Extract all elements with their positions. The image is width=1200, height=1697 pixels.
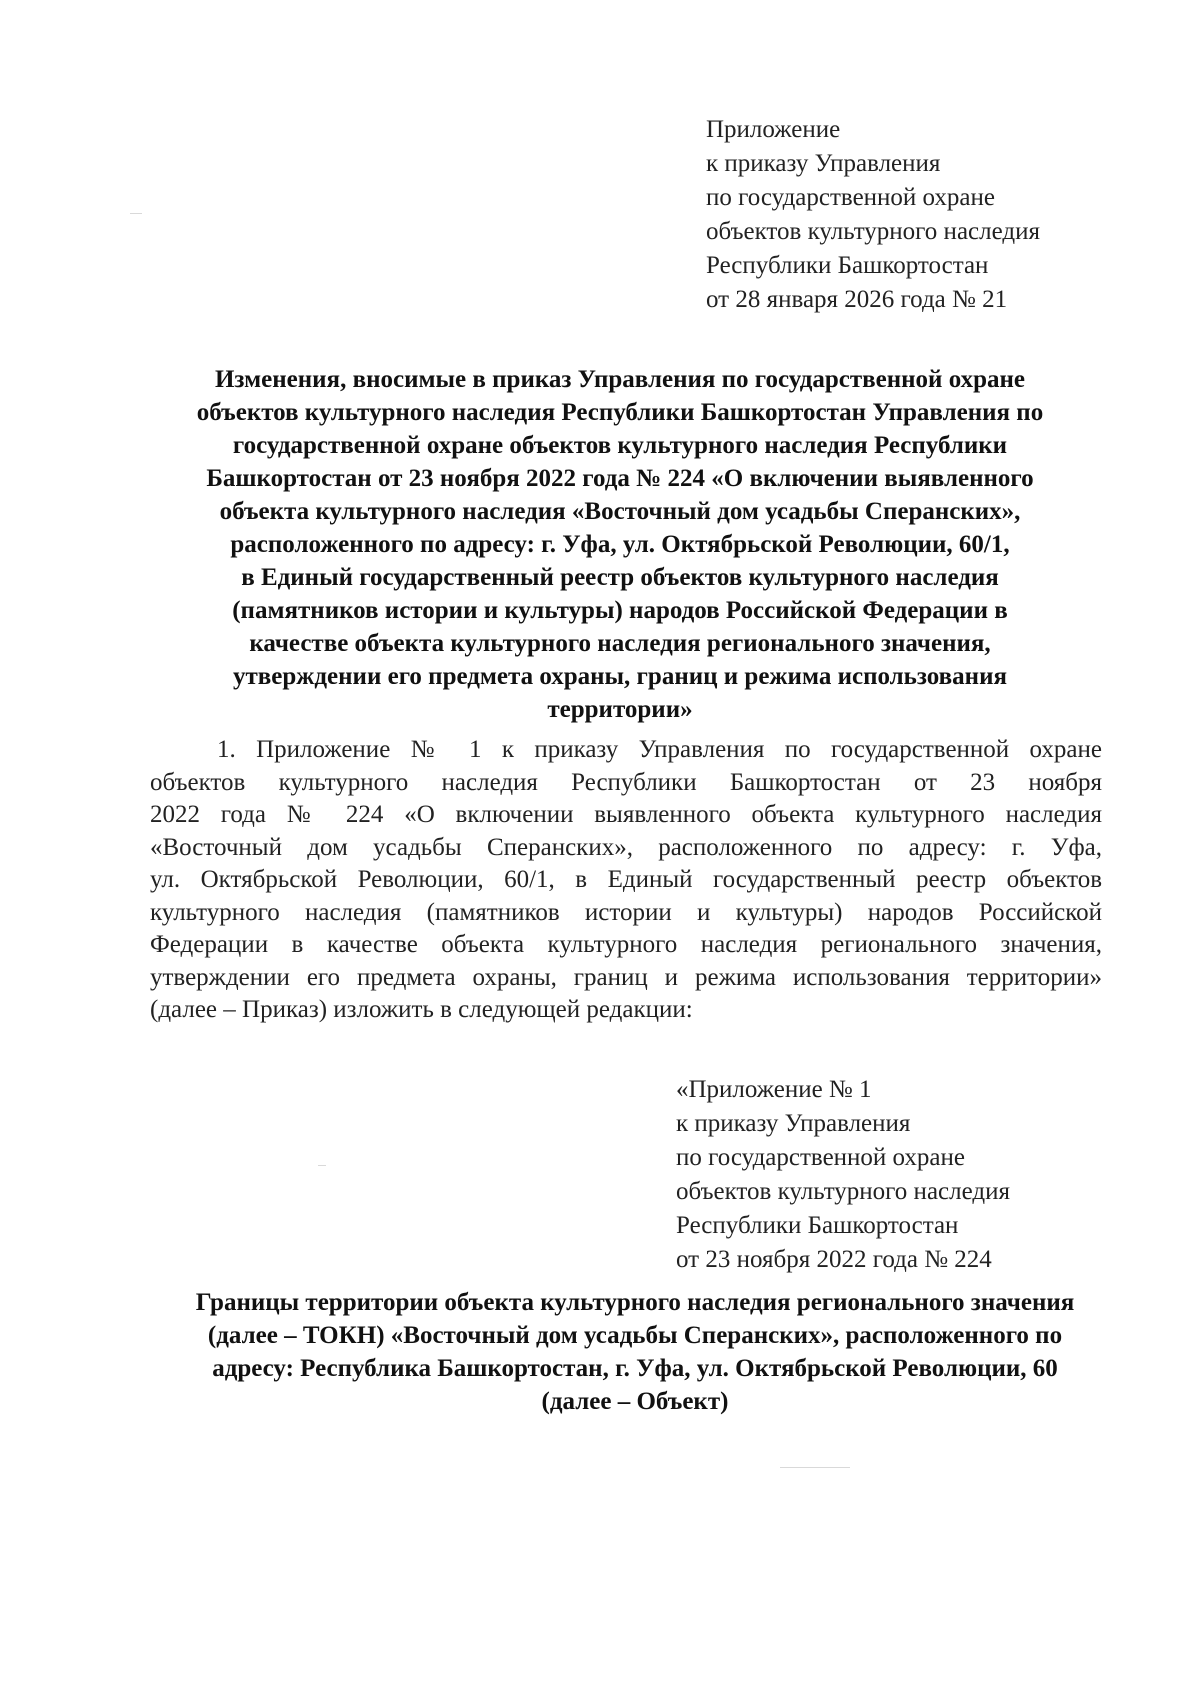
borders-title-line: адресу: Республика Башкортостан, г. Уфа, ул. Октябрьской Революции, 60 xyxy=(212,1355,1058,1382)
changes-title-line: Башкортостан от 23 ноября 2022 года № 224 «О включении выявленного xyxy=(206,465,1034,492)
quoted-appendix-line: к приказу Управления xyxy=(676,1110,911,1137)
paragraph-line: 1. Приложение № 1 к приказу Управления по государственной охране xyxy=(217,736,1102,763)
changes-title-line: в Единый государственный реестр объектов культурного наследия xyxy=(241,564,999,591)
borders-title-line: Границы территории объекта культурного наследия регионального значения xyxy=(195,1289,1075,1316)
paragraph-line: ул. Октябрьской Революции, 60/1, в Единый государственный реестр объектов xyxy=(150,866,1102,893)
changes-title-line: качестве объекта культурного наследия регионального значения, xyxy=(249,630,991,657)
quoted-appendix-line: по государственной охране xyxy=(676,1144,966,1171)
appendix-header-line: к приказу Управления xyxy=(706,150,941,177)
appendix-header-line: объектов культурного наследия xyxy=(706,218,1040,245)
changes-title-line: объекта культурного наследия «Восточный дом усадьбы Сперанских», xyxy=(219,498,1021,525)
scan-speck xyxy=(318,1165,326,1166)
paragraph-line: культурного наследия (памятников истории и культуры) народов Российской xyxy=(150,898,1102,926)
paragraph-line: (далее – Приказ) изложить в следующей редакции: xyxy=(150,996,693,1023)
quoted-appendix-line: Республики Башкортостан xyxy=(676,1212,959,1239)
paragraph-line: 2022 года № 224 «О включении выявленного объекта культурного наследия xyxy=(150,801,1102,828)
paragraph-line: Федерации в качестве объекта культурного наследия регионального значения, xyxy=(150,931,1102,958)
changes-title-line: расположенного по адресу: г. Уфа, ул. Октябрьской Революции, 60/1, xyxy=(230,531,1010,558)
appendix-header-line: Приложение xyxy=(706,116,841,143)
changes-title-line: объектов культурного наследия Республики Башкортостан Управления по xyxy=(196,399,1044,426)
changes-title-line: Изменения, вносимые в приказ Управления по государственной охране xyxy=(214,366,1025,393)
borders-title-line: (далее – Объект) xyxy=(541,1388,729,1415)
changes-title xyxy=(150,363,1090,726)
paragraph-line: «Восточный дом усадьбы Сперанских», расположенного по адресу: г. Уфа, xyxy=(150,833,1102,861)
scan-speck xyxy=(130,213,142,214)
scan-speck xyxy=(780,1467,850,1468)
borders-title-line: (далее – ТОКН) «Восточный дом усадьбы Сперанских», расположенного по xyxy=(207,1322,1063,1349)
paragraph-line: утверждении его предмета охраны, границ и режима использования территории» xyxy=(150,963,1102,991)
quoted-appendix-block xyxy=(676,1073,1010,1277)
changes-title-line: государственной охране объектов культурного наследия Республики xyxy=(232,432,1008,459)
borders-title xyxy=(140,1286,1130,1418)
quoted-appendix-line: «Приложение № 1 xyxy=(676,1076,872,1103)
appendix-header-line: Республики Башкортостан xyxy=(706,252,989,279)
changes-title-line: утверждении его предмета охраны, границ и режима использования xyxy=(232,663,1008,690)
quoted-appendix-line: объектов культурного наследия xyxy=(676,1178,1010,1205)
appendix-header-line: по государственной охране xyxy=(706,184,996,211)
appendix-header-line: от 28 января 2026 года № 21 xyxy=(706,286,1008,313)
appendix-header-block xyxy=(706,113,1040,317)
paragraph-1 xyxy=(150,734,1102,1027)
paragraph-line: объектов культурного наследия Республики Башкортостан от 23 ноября xyxy=(150,768,1102,796)
changes-title-line: территории» xyxy=(547,696,693,723)
changes-title-line: (памятников истории и культуры) народов Российской Федерации в xyxy=(232,597,1008,624)
quoted-appendix-line: от 23 ноября 2022 года № 224 xyxy=(676,1246,992,1273)
